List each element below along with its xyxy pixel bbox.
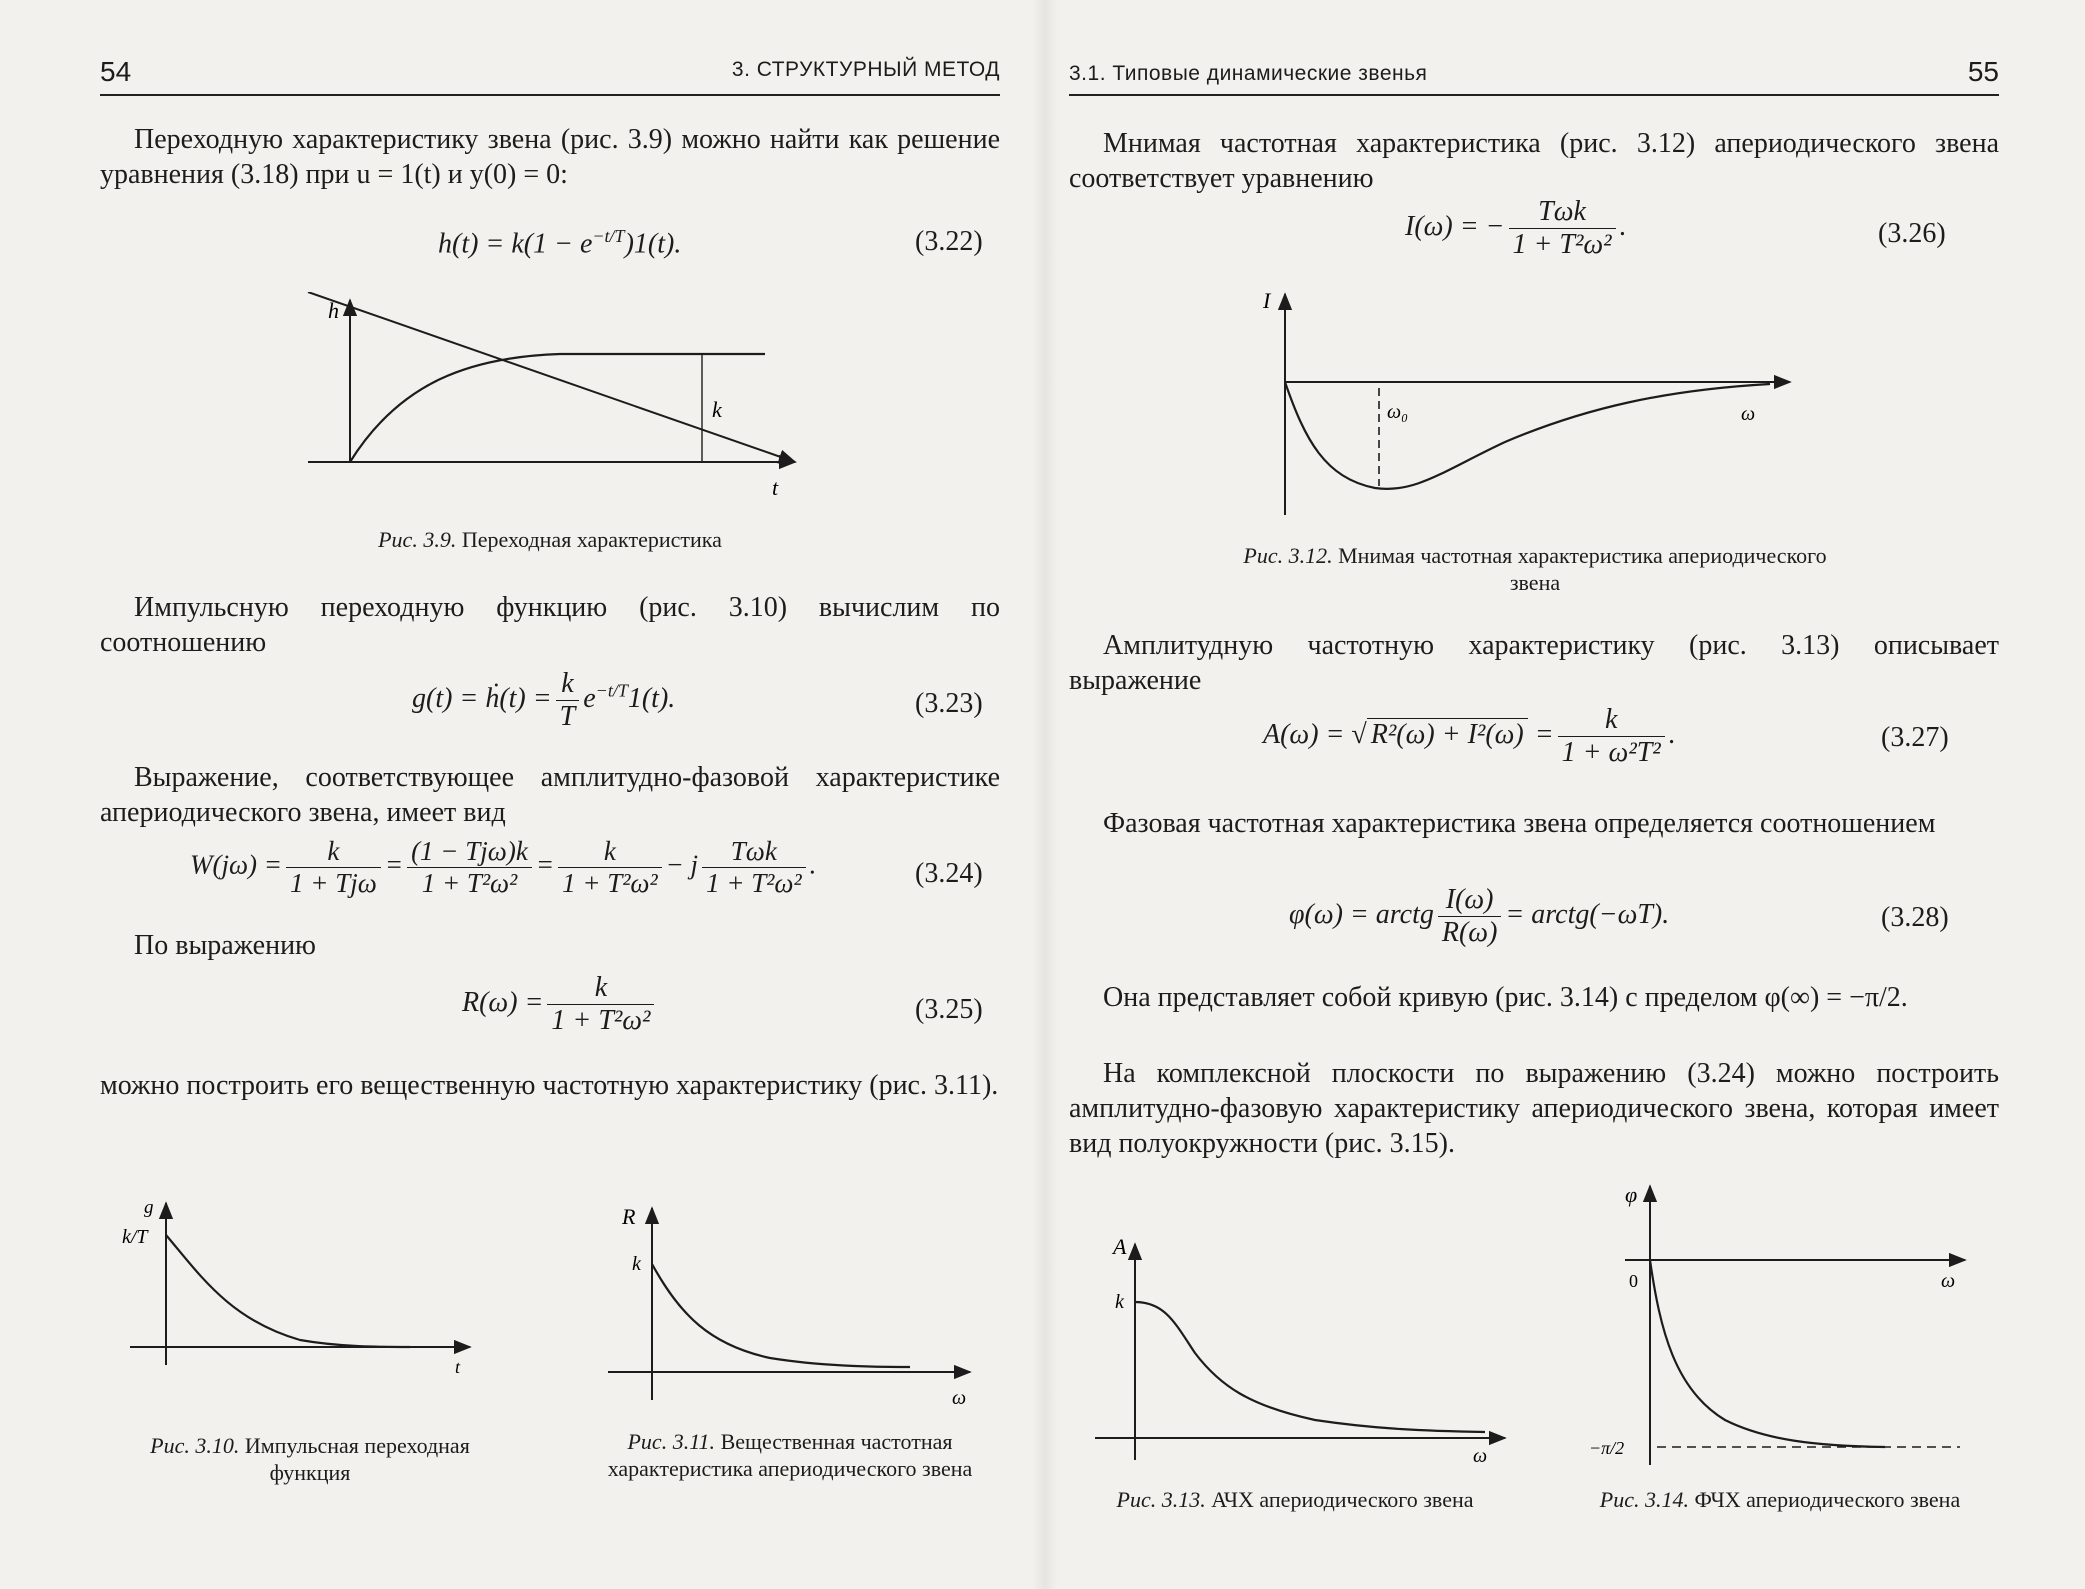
impulse-curve — [166, 1235, 410, 1347]
x-axis — [308, 292, 795, 462]
paragraph: Мнимая частотная характеристика (рис. 3.12) апериодического звена соответствует уравнению — [1069, 128, 1999, 194]
equation-3-26: I(ω) = − $\frac{\text{Tωk}}{\text{1 + T²ω²}}$ . — [1405, 196, 1627, 260]
paragraph: можно построить его вещественную частотную характеристику (рис. 3.11). — [100, 1070, 999, 1101]
figure-caption: Рис. 3.9. Переходная характеристика — [378, 527, 722, 552]
figure-3-9-step-response — [300, 292, 810, 502]
imaginary-curve — [1285, 382, 1770, 489]
equation-3-22: $h(t) = k(1 - e^{-t/T})1(t)$. — [438, 226, 682, 260]
axis-label: A — [1113, 1234, 1127, 1259]
paragraph: Она представляет собой кривую (рис. 3.14) с пределом φ(∞) = −π/2. — [1103, 982, 1908, 1013]
figure-3-12-imaginary-frequency-response — [1245, 290, 1805, 520]
paragraph: По выражению — [134, 930, 316, 961]
level-label: k — [712, 397, 722, 422]
axis-label: φ — [1625, 1182, 1638, 1207]
equation-3-25: R(ω) = $\frac{k}{\text{1 + T²ω²}}$ — [462, 972, 658, 1037]
axis-label: ω — [1941, 1270, 1956, 1292]
equation-number: (3.24) — [915, 858, 983, 889]
frequency-mark: ω₀ — [1387, 401, 1409, 423]
right-page — [1045, 0, 2085, 1589]
axis-label: ω — [1473, 1445, 1488, 1467]
running-head: 3.1. Типовые динамические звенья — [1069, 62, 1428, 85]
paragraph: Фазовая частотная характеристика звена определяется соотношением — [1103, 808, 1936, 839]
axis-label: g — [144, 1197, 154, 1218]
phase-curve — [1650, 1260, 1885, 1447]
amplitude-curve — [1135, 1302, 1485, 1432]
equation-number: (3.27) — [1881, 722, 1949, 753]
figure-3-11-real-frequency-response — [600, 1200, 980, 1410]
figure-3-13-amplitude-response — [1075, 1228, 1515, 1468]
equation-3-28: φ(ω) = arctg $\frac{I(\omega)}{R(\omega)}$ = arctg(−ωT). — [1289, 884, 1670, 948]
step-curve — [350, 354, 765, 462]
tick-label: k/T — [122, 1226, 148, 1248]
figure-3-14-phase-response — [1565, 1180, 1985, 1470]
tick-label: −π/2 — [1589, 1438, 1625, 1458]
real-curve — [652, 1264, 910, 1367]
left-page-header — [100, 52, 1000, 96]
equation-number: (3.23) — [915, 688, 983, 719]
figure-3-10-impulse-response — [110, 1195, 480, 1375]
axis-label: I — [1263, 290, 1271, 313]
axis-label: t — [455, 1357, 461, 1375]
equation-3-24: W(jω) = $\frac{k}{\text{1 + Tjω}}$ = $\frac{\text{(1 − Tjω)k}}{\text{1 + T²ω²}}$ = $\frac{k}{\text{1 + T²ω²}}$ − j $\frac{\text{Tωk}}{\text{1 + T²ω²}}$ . — [190, 836, 817, 898]
figure-caption: Рис. 3.13. АЧХ апериодического звена — [1116, 1487, 1474, 1512]
paragraph: На комплексной плоскости по выражению (3.24) можно построить амплитудно-фазовую характеристику апериодического звена, которая имеет вид полуокружности (рис. 3.15). — [1069, 1058, 1999, 1159]
equation-number: (3.22) — [915, 226, 983, 257]
axis-label: h — [328, 298, 339, 323]
paragraph: Импульсную переходную функцию (рис. 3.10) вычислим по соотношению — [100, 592, 1000, 658]
figure-caption: Рис. 3.12. Мнимая частотная характеристика апериодического звена — [1243, 543, 1827, 595]
axis-label: ω — [1741, 403, 1756, 425]
figure-caption: Рис. 3.11. Вещественная частотная характеристика апериодического звена — [607, 1429, 973, 1481]
axis-label: ω — [952, 1387, 967, 1409]
paragraph: Выражение, соответствующее амплитудно-фазовой характеристике апериодического звена, имеет вид — [100, 762, 1000, 828]
paragraph: Переходную характеристику звена (рис. 3.9) можно найти как решение уравнения (3.18) при u = 1(t) и y(0) = 0: — [100, 124, 1000, 190]
paragraph: Амплитудную частотную характеристику (рис. 3.13) описывает выражение — [1069, 630, 1999, 696]
figure-caption: Рис. 3.14. ФЧХ апериодического звена — [1599, 1487, 1961, 1512]
page-number: 55 — [1967, 56, 1999, 87]
tick-label: 0 — [1629, 1271, 1638, 1291]
equation-number: (3.25) — [915, 994, 983, 1025]
running-head: 3. СТРУКТУРНЫЙ МЕТОД — [731, 58, 1000, 81]
axis-label: t — [772, 475, 779, 500]
tick-label: k — [632, 1253, 641, 1275]
equation-number: (3.26) — [1878, 218, 1946, 249]
figure-caption: Рис. 3.10. Импульсная переходная функция — [150, 1433, 470, 1485]
page-number: 54 — [100, 56, 132, 87]
equation-number: (3.28) — [1881, 902, 1949, 933]
axis-label: R — [622, 1204, 636, 1229]
equation-3-23: g(t) = ḣ(t) = $\frac{k}{T}$ $e^{-t/T}1(t)$. — [412, 668, 676, 732]
equation-3-27: A(ω) = √ R²(ω) + I²(ω) = $\frac{k}{\text{1 + ω²T²}}$ . — [1263, 704, 1676, 768]
right-page-header — [1069, 52, 1999, 96]
tick-label: k — [1115, 1291, 1124, 1313]
